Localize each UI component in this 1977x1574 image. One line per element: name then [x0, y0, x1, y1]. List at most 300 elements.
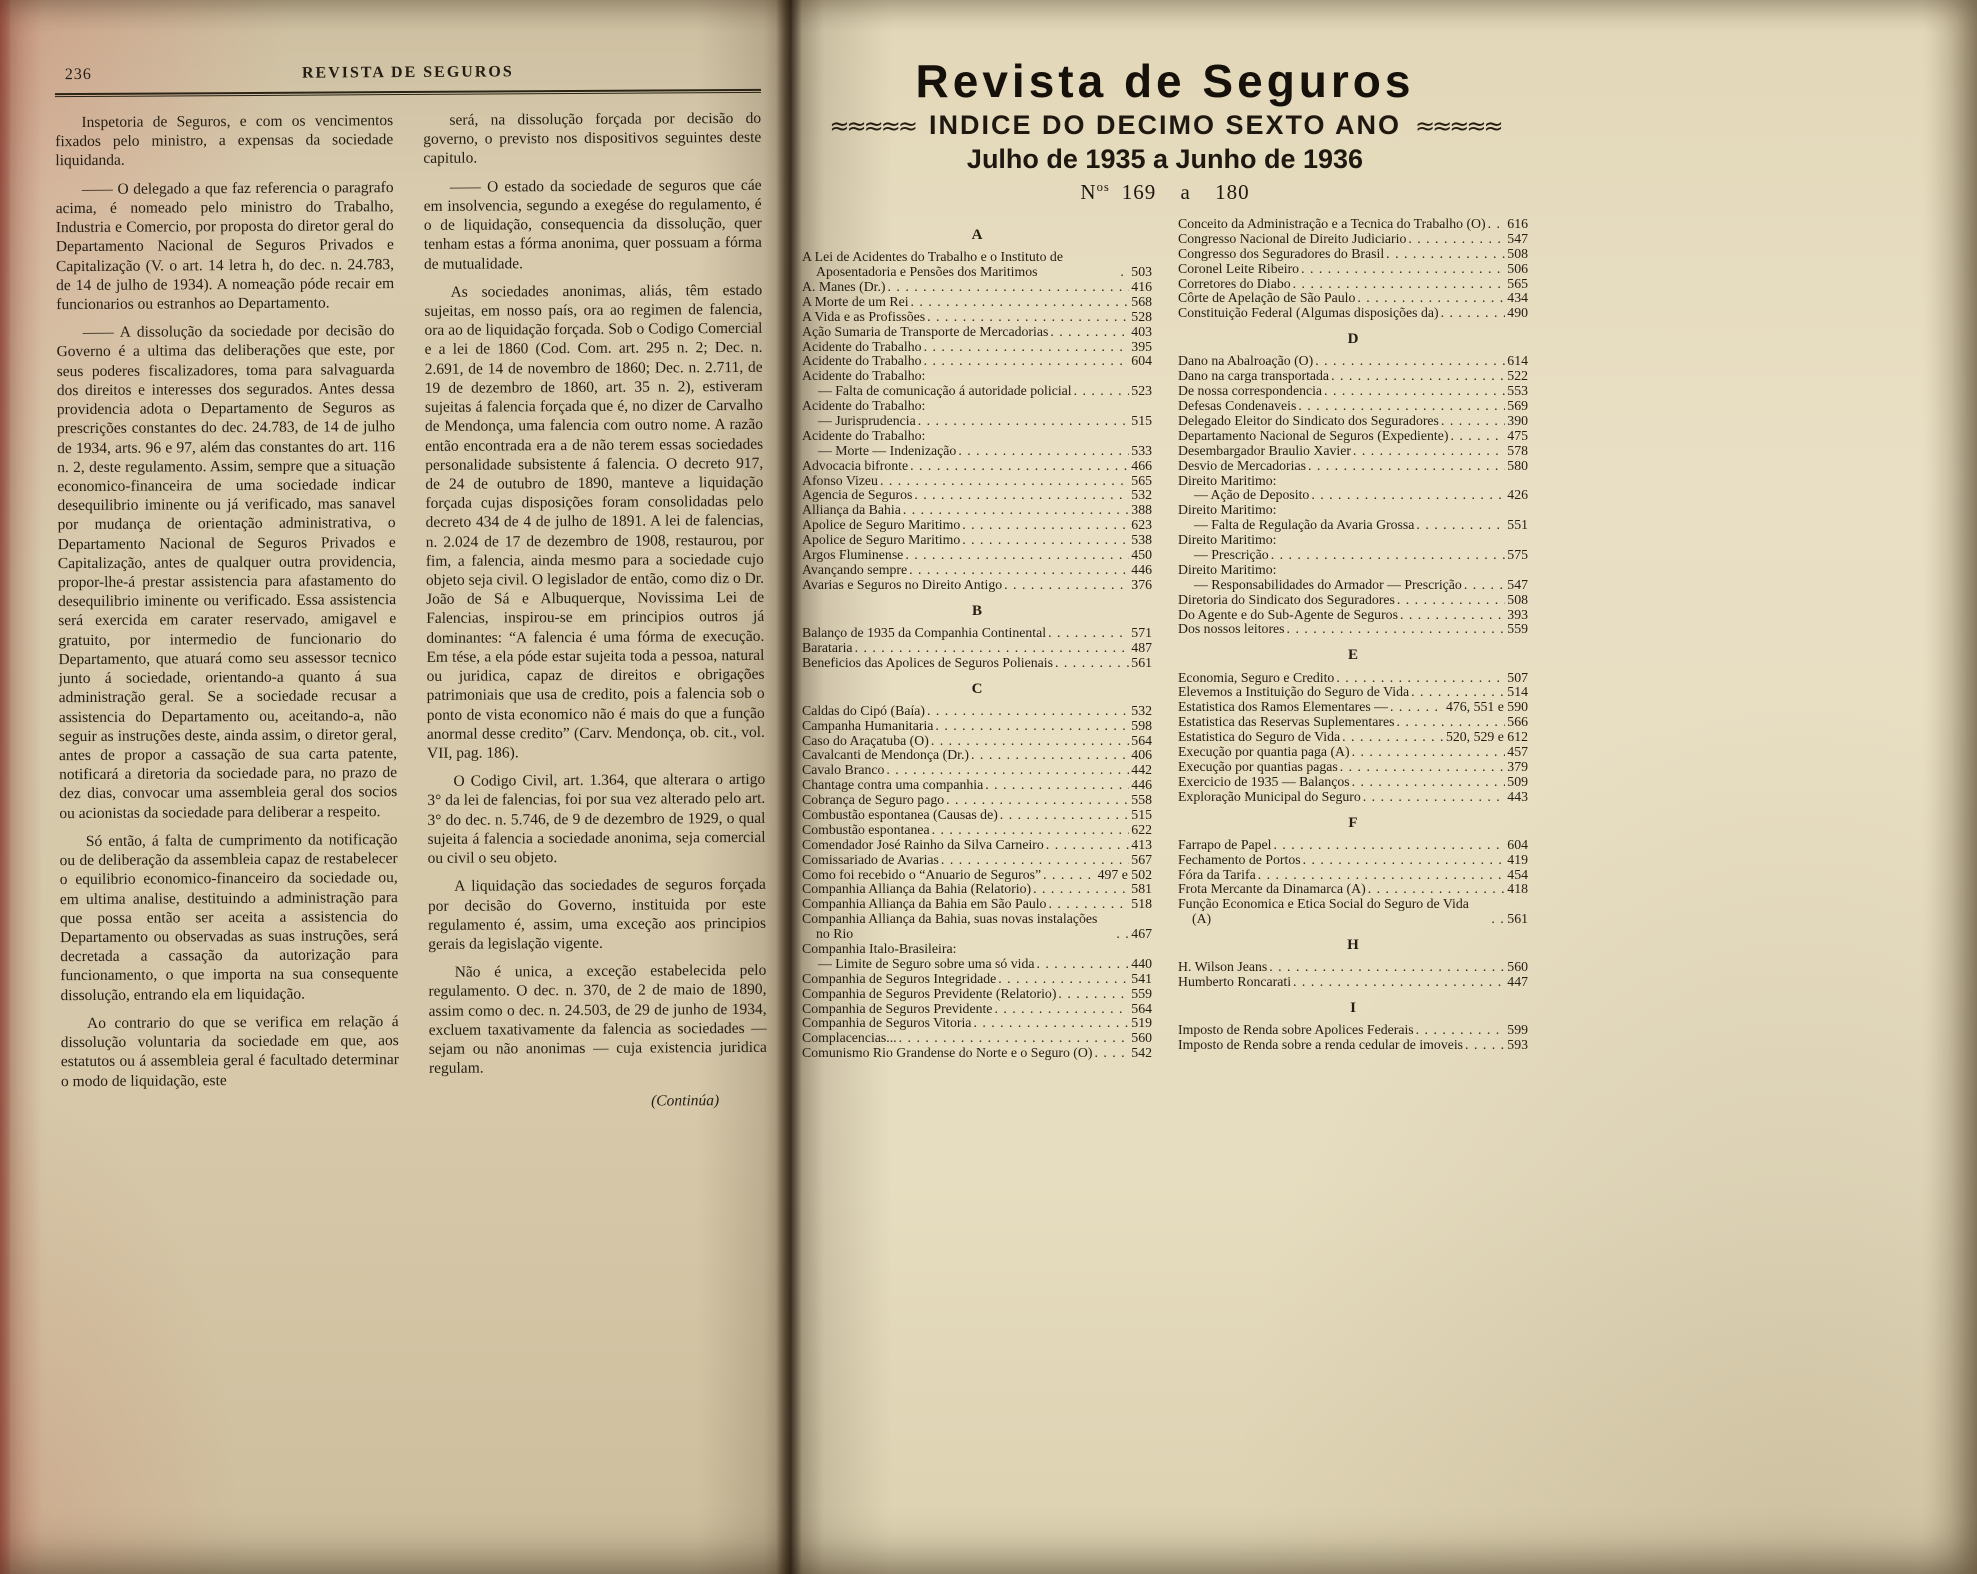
index-entry-page: 440	[1131, 955, 1152, 971]
right-page	[792, 0, 1977, 1574]
dot-leader	[958, 444, 1129, 459]
index-heading: INDICE DO DECIMO SEXTO ANO	[928, 110, 1402, 140]
index-entry	[1178, 277, 1528, 292]
index-entry-title: — Jurisprudencia	[818, 412, 916, 428]
index-entry-page: 457	[1507, 743, 1528, 759]
index-entry-page: 434	[1507, 290, 1528, 306]
index-entry-page: 551	[1507, 517, 1528, 533]
index-entry	[802, 704, 1152, 719]
index-entry-title: Barataria	[802, 639, 853, 655]
index-entry	[802, 868, 1152, 883]
index-entry	[802, 719, 1152, 734]
paragraph: O Codigo Civil, art. 1.364, que alterara o artigo 3° da lei de falencias, foi por sua vez alterado pelo art. 3° do dec. n. 5.746, de 9 de dezembro de 1929, o qual sujeita á falencia a sociedade anonima, seja comercial ou civil o seu objeto.	[427, 771, 766, 867]
index-entry-title: Execução por quantia paga (A)	[1178, 743, 1350, 759]
index-entry-page: 393	[1507, 606, 1528, 622]
index-entry-page: 561	[1507, 911, 1528, 927]
index-entry-title: Acidente do Trabalho	[802, 353, 922, 369]
index-entry-title: Combustão espontanea (Causas de)	[802, 806, 998, 822]
index-heading-row	[802, 110, 1528, 141]
paragraph: Só então, á falta de cumprimento da notificação ou de deliberação da assembleia capaz de restabelecer o equilibrio economico-financeiro da sociedade ou, em ultima analise, destituindo a administração para que possa então ser aceita a assistencia do Departamento ou observadas as suas instruções, será decretada a cassação da autorização para funcionamento, o que importa na sua consequente dissolução, entrando ela em liquidação.	[59, 830, 399, 1004]
index-entry-title: Companhia de Seguros Integridade	[802, 970, 997, 986]
dot-leader	[1491, 912, 1505, 927]
dot-leader	[1303, 853, 1506, 868]
index-entry-page: 519	[1131, 1015, 1152, 1031]
index-entry-page: 616	[1507, 216, 1528, 231]
paragraph: A liquidação das sociedades de seguros forçada por decisão do Governo, instituida por este regulamento é, assim, uma exceção aos principios gerais da legislação vigente.	[427, 876, 767, 953]
index-entry-title: Companhia Alliança da Bahia (Relatorio)	[802, 881, 1032, 897]
index-entry-title: Campanha Humanitaria	[802, 717, 934, 733]
index-entry-title: Função Economica e Etica Social do Seguro de Vida (A)	[1178, 896, 1469, 927]
index-entry	[1178, 838, 1528, 853]
index-section-letter: H	[1347, 937, 1359, 954]
index-entry-title: Afonso Vizeu	[802, 472, 878, 488]
index-entry-title: Advocacia bifronte	[802, 457, 909, 473]
index-column-1	[802, 217, 1152, 1061]
index-entry	[802, 548, 1152, 563]
dot-leader	[1464, 578, 1505, 593]
index-entry	[1178, 247, 1528, 262]
dot-leader	[1386, 247, 1505, 262]
dot-leader	[1050, 325, 1129, 340]
index-entry	[802, 734, 1152, 749]
index-entry-title: Execução por quantias pagas	[1178, 758, 1338, 774]
index-entry-page: 547	[1507, 230, 1528, 246]
index-entry-title: Corretores do Diabo	[1178, 275, 1291, 291]
index-entry-title: Acidente do Trabalho:	[802, 368, 926, 384]
index-entry-title: Fechamento de Portos	[1178, 851, 1301, 867]
index-entry	[1178, 790, 1528, 805]
index-entry-title: Coronel Leite Ribeiro	[1178, 260, 1300, 276]
index-entry	[1178, 715, 1528, 730]
dot-leader	[888, 280, 1130, 295]
dot-leader	[1340, 760, 1506, 775]
index-entry-title: Congresso dos Seguradores do Brasil	[1178, 245, 1385, 261]
index-entry	[802, 942, 1152, 957]
index-entry-title: Acidente do Trabalho:	[802, 398, 926, 414]
index-section-letter: A	[971, 227, 983, 243]
index-entry-title: Avarias e Seguros no Direito Antigo	[802, 576, 1003, 592]
index-entry-title: Delegado Eleitor do Sindicato dos Seguradores	[1178, 412, 1439, 428]
index-entry-title: — Limite de Seguro sobre uma só vida	[818, 955, 1035, 971]
index-entry-title: Diretoria do Sindicato dos Seguradores	[1178, 591, 1395, 607]
index-entry	[1178, 745, 1528, 760]
index-entry-page: 442	[1131, 762, 1152, 778]
index-entry-page: 447	[1507, 974, 1528, 990]
paragraph: As sociedades anonimas, aliás, têm estado sujeitas, em nosso país, ora ao regimen de falencia, ora ao de liquidação forçada. Sob o Codigo Comercial e a lei de 1860 (Cod. Com. art. 295 n. 2; Dec. n. 2.691, de 14 de novembro de 1860; Dec. n. 2.711, de 19 de dezembro de 1860, art. 35 n. 2), estiveram sujeitas á falencia forçada que é, no dizer de Carvalho de Mendonça, uma falencia com outro nome. A razão então encontrada era a de não terem essas sociedades personalidade subsistente á falencia. O decreto 917, de 24 de outubro de 1890, manteve a liquidação forçada cujas disposições foram consolidadas pelo decreto 434 de 4 de julho de 1891. A lei de falencias, n. 2.024 de 17 de dezembro de 1908, restaurou, por fim, a falencia, ainda mesmo para a sociedade cujo objeto seja civil. O legislador de então, como diz o Dr. João de Sá e Albuquerque, Novissima Lei de Falencias, inspirou-se em principios outros já dominantes: “A falencia é uma fórma de execução. Em tése, a ela póde estar sujeita toda a pessoa, natural ou juridica, capaz de direitos e obrigações patrimoniais que usa de credito, pois a falencia sob o ponto de vista economico não é mais do que a função anormal desse credito” (Carv. Mendonça, ob. cit., vol. VII, pag. 186).	[424, 281, 765, 762]
dot-leader	[911, 295, 1130, 310]
index-entry-page: 403	[1131, 323, 1152, 339]
index-entry-page: 507	[1507, 669, 1528, 685]
index-entry-page: 503	[1131, 264, 1152, 280]
index-entry-title: — Ação de Deposito	[1194, 487, 1310, 503]
continuation-note: (Continúa)	[651, 1091, 720, 1110]
dot-leader	[1416, 518, 1505, 533]
index-entry	[1178, 563, 1528, 578]
index-entry	[1178, 429, 1528, 444]
index-entry-title: Acidente do Trabalho:	[802, 427, 926, 443]
index-entry-title: De nossa correspondencia	[1178, 383, 1323, 399]
index-entry-page: 581	[1131, 881, 1152, 897]
paragraph: —— O estado da sociedade de seguros que cáe em insolvencia, segundo a exegése do regulamento, é o de liquidação, consequencia da dissolução, quer tenham estas a fórma anonima, quer possuam a fórma de mutualidade.	[423, 176, 762, 273]
index-entry-page: 569	[1507, 398, 1528, 414]
issue-range-prefix: N	[1080, 180, 1097, 204]
dot-leader	[918, 414, 1130, 429]
index-entry-page: 571	[1131, 624, 1152, 640]
dot-leader	[973, 1016, 1129, 1031]
dot-leader	[1293, 277, 1506, 292]
index-entry-title: Combustão espontanea	[802, 821, 930, 837]
index-entry-page: 599	[1507, 1022, 1528, 1038]
issue-range-numbers: 169 a 180	[1121, 180, 1250, 204]
index-entry-title: Caso do Araçatuba (O)	[802, 732, 929, 748]
index-entry-page: 514	[1507, 684, 1528, 700]
dot-leader	[998, 972, 1129, 987]
left-text-column	[55, 111, 399, 1114]
index-entry-page: 376	[1131, 576, 1152, 592]
index-entry-title: — Prescrição	[1194, 547, 1269, 562]
index-entry	[802, 763, 1152, 778]
dot-leader	[931, 734, 1129, 749]
index-entry	[802, 838, 1152, 853]
index-section-letter: C	[971, 680, 983, 697]
index-entry-page: 509	[1507, 773, 1528, 789]
dot-leader	[1293, 975, 1505, 990]
index-entry	[802, 793, 1152, 808]
index-entry-title: Economia, Seguro e Credito	[1178, 669, 1335, 685]
index-entry	[1178, 474, 1528, 489]
index-entry-page: 622	[1131, 821, 1152, 837]
dot-leader	[946, 793, 1129, 808]
index-entry-page: 561	[1131, 654, 1152, 670]
index-entry	[802, 444, 1152, 459]
index-entry-title: A. Manes (Dr.)	[802, 278, 886, 294]
index-entry	[1178, 1038, 1528, 1053]
index-entry-title: Departamento Nacional de Seguros (Expediente)	[1178, 427, 1449, 443]
dot-leader	[1048, 626, 1129, 641]
dot-leader	[1298, 399, 1505, 414]
dot-leader	[1397, 593, 1505, 608]
index-entry	[802, 626, 1152, 641]
index-entry-page: 560	[1507, 959, 1528, 975]
index-entry	[802, 778, 1152, 793]
index-entry-title: Estatistica dos Ramos Elementares —	[1178, 699, 1388, 715]
index-entry	[802, 459, 1152, 474]
index-entry-page: 515	[1131, 806, 1152, 822]
book-gutter	[776, 0, 802, 1574]
index-columns	[802, 217, 1528, 1061]
left-page-content	[55, 62, 767, 1114]
index-entry-title: Cobrança de Seguro pago	[802, 792, 945, 808]
index-entry-page: 565	[1131, 472, 1152, 488]
index-entry-page: 575	[1507, 547, 1528, 562]
index-entry-title: Companhia Italo-Brasileira:	[802, 940, 957, 956]
index-entry	[802, 503, 1152, 518]
index-entry-page: 547	[1507, 576, 1528, 592]
paragraph: —— A dissolução da sociedade por decisão do Governo é a ultima das deliberações que este, por seus poderes fiscalizadores, toma para salvaguarda dos direitos e interesses dos segurados. Antes dessa providencia adota o Departamento de Seguros as prescrições constantes do dec. 24.783, de 14 de julho de 1934, arts. 96 e 97, além das constantes do art. 116 n. 2, deste regulamento. Assim, sempre que a situação economico-financeira de uma sociedade indicar desequilibrio iminente ou já verificado, mas sanavel por mudança de orientação administrativa, o Departamento Nacional de Seguros Privados e Capitalização, antes de qualquer outra providencia, propor-lhe-á prestar assistencia para afastamento do desequilibrio iminente ou verificado. Essa assistencia será exercida em carater reservado, amigavel e gratuito, por intermedio de funcionario do Departamento, que atuará como seu assessor tecnico junto á sociedade, orientando-a quanto á sua administração geral. Se a sociedade recusar a assistencia do Departamento ou, aceitando-a, não seguir as instruções deste, ainda assim, o diretor geral, antes de propor a cassação de sua carta patente, notificará a diretoria da sociedade para, no prazo de dez dias, convocar uma assembleia geral dos socios ou acionistas da sociedade para deliberar a respeito.	[56, 322, 398, 822]
index-entry	[1178, 262, 1528, 277]
index-entry-page: 466	[1131, 457, 1152, 473]
index-entry-title: Cavalo Branco	[802, 762, 885, 778]
dot-leader	[927, 704, 1129, 719]
index-entry	[802, 518, 1152, 533]
index-entry-title: Comunismo Rio Grandense do Norte e o Seguro (O)	[802, 1045, 1093, 1061]
index-entry-title: Exploração Municipal do Seguro	[1178, 788, 1361, 804]
dot-leader	[1363, 790, 1506, 805]
dot-leader	[1055, 656, 1129, 671]
index-entry-title: Desembargador Braulio Xavier	[1178, 442, 1351, 458]
index-entry-page: 558	[1131, 792, 1152, 808]
dot-leader	[1301, 262, 1505, 277]
index-entry-title: Exercicio de 1935 — Balanços	[1178, 773, 1350, 789]
index-entry	[1178, 593, 1528, 608]
index-entry-page: 416	[1131, 278, 1152, 294]
dot-leader	[1000, 808, 1130, 823]
dot-leader	[1116, 927, 1129, 942]
index-entry	[802, 808, 1152, 823]
index-entry-title: H. Wilson Jeans	[1178, 959, 1268, 975]
issue-range-superscript: os	[1096, 180, 1110, 194]
dot-leader	[927, 310, 1129, 325]
index-entry-title: Dano na Abalroação (O)	[1178, 353, 1314, 369]
index-entry	[802, 295, 1152, 310]
dot-leader	[1331, 369, 1505, 384]
index-entry-page: 518	[1131, 896, 1152, 912]
index-entry-page: 395	[1131, 338, 1152, 354]
index-column-2	[1178, 217, 1528, 1061]
dot-leader	[1046, 838, 1130, 853]
index-entry-title: Imposto de Renda sobre Apolices Federais	[1178, 1022, 1414, 1038]
index-entry-title: Agencia de Seguros	[802, 487, 913, 503]
index-entry-title: Humberto Roncarati	[1178, 974, 1292, 990]
index-entry-page: 413	[1131, 836, 1152, 852]
index-entry-page: 388	[1131, 502, 1152, 518]
index-entry	[802, 987, 1152, 1002]
dot-leader	[962, 518, 1129, 533]
index-entry-title: — Morte — Indenização	[818, 442, 957, 458]
dot-leader	[1352, 745, 1506, 760]
index-entry-page: 443	[1507, 788, 1528, 804]
index-entry	[1178, 730, 1528, 745]
index-entry-page: 467	[1131, 926, 1152, 942]
index-entry-title: A Vida e as Profissões	[802, 308, 926, 324]
index-entry-title: Companhia Alliança da Bahia, suas novas instalações no Rio	[802, 911, 1098, 942]
index-entry-title: Direito Maritimo:	[1178, 561, 1277, 577]
index-entry-title: Congresso Nacional de Direito Judiciario	[1178, 230, 1407, 246]
index-entry-title: Frota Mercante da Dinamarca (A)	[1178, 881, 1366, 897]
index-entry-page: 532	[1131, 487, 1152, 503]
index-entry-title: Como foi recebido o “Anuario de Seguros”	[802, 866, 1042, 882]
index-entry-title: — Responsabilidades do Armador — Prescrição	[1194, 576, 1462, 592]
text-columns	[55, 109, 767, 1114]
index-entry-title: Companhia Alliança da Bahia em São Paulo	[802, 896, 1047, 912]
index-entry-page: 520, 529 e 612	[1445, 729, 1528, 745]
index-entry-page: 528	[1131, 308, 1152, 324]
dot-leader	[1258, 868, 1506, 883]
index-entry-title: Direito Maritimo:	[1178, 502, 1277, 518]
page-number: 236	[64, 65, 92, 84]
dot-leader	[994, 1002, 1129, 1017]
index-entry-title: Avançando sempre	[802, 561, 908, 577]
dot-leader	[1033, 882, 1129, 897]
index-entry	[1178, 444, 1528, 459]
index-entry	[802, 1031, 1152, 1046]
index-entry-title: Elevemos a Instituição do Seguro de Vida	[1178, 684, 1410, 700]
index-entry	[802, 1046, 1152, 1061]
dot-leader	[899, 1031, 1130, 1046]
index-section-letter: I	[1350, 1000, 1356, 1017]
index-section-letter: F	[1348, 814, 1358, 831]
index-entry-page: 564	[1131, 732, 1152, 748]
dot-leader	[924, 340, 1130, 355]
dot-leader	[962, 533, 1129, 548]
dot-leader	[924, 354, 1130, 369]
index-entry-page: 564	[1131, 1000, 1152, 1016]
index-entry	[802, 823, 1152, 838]
index-entry-page: 541	[1131, 970, 1152, 986]
index-entry-title: Balanço de 1935 da Companhia Continental	[802, 624, 1047, 640]
squiggle-right-ornament: ≈≈≈≈≈	[1415, 111, 1501, 140]
paragraph: Não é unica, a exceção estabelecida pelo regulamento. O dec. n. 370, de 2 de maio de 1890, assim como o dec. n. 24.503, de 29 de junho de 1934, excluem taxativamente da falencia as sociedades — sejam ou não anonimas — cuja existencia juridica regulam.	[428, 962, 767, 1078]
squiggle-left-ornament: ≈≈≈≈≈	[829, 111, 915, 140]
index-entry	[1178, 217, 1528, 232]
dot-leader	[1488, 217, 1506, 232]
dot-leader	[1357, 291, 1505, 306]
index-entry-title: Caldas do Cipó (Baía)	[802, 702, 925, 718]
dot-leader	[1287, 622, 1506, 637]
index-entry-page: 560	[1131, 1030, 1152, 1046]
dot-leader	[909, 563, 1129, 578]
dot-leader	[914, 488, 1129, 503]
dot-leader	[1120, 265, 1129, 280]
index-entry	[1178, 399, 1528, 414]
index-entry-page: 390	[1507, 412, 1528, 428]
index-entry	[1178, 578, 1528, 593]
right-text-column	[423, 109, 767, 1112]
index-entry	[802, 384, 1152, 399]
running-title: REVISTA DE SEGUROS	[301, 63, 514, 82]
index-entry-page: 532	[1131, 702, 1152, 718]
index-entry	[1178, 518, 1528, 533]
index-entry-page: 497 e 502	[1097, 866, 1152, 882]
index-entry-title: Farrapo de Papel	[1178, 836, 1272, 852]
index-entry-page: 614	[1507, 353, 1528, 369]
dot-leader	[1324, 384, 1505, 399]
index-entry	[802, 563, 1152, 578]
index-entry-title: Imposto de Renda sobre a renda cedular de imoveis	[1178, 1037, 1464, 1053]
index-entry	[1178, 853, 1528, 868]
index-entry	[1178, 414, 1528, 429]
dot-leader	[855, 641, 1130, 656]
index-entry	[1178, 882, 1528, 897]
dot-leader	[1353, 444, 1505, 459]
red-cover-edge	[0, 0, 10, 1574]
index-entry-page: 419	[1507, 851, 1528, 867]
paragraph: —— O delegado a que faz referencia o paragrafo acima, é nomeado pelo ministro do Trabalho, Industria e Comercio, por proposta do diretor geral do Departamento Nacional de Seguros Privados e Capitalização (V. o art. 14 letra h, do dec. n. 24.783, de 14 de julho de 1934). A nomeação póde recair em funcionarios ou estranhos ao Departamento.	[55, 178, 395, 314]
dot-leader	[1416, 1023, 1506, 1038]
index-entry	[1178, 369, 1528, 384]
index-entry-title: Desvio de Mercadorias	[1178, 457, 1306, 473]
index-entry	[1178, 775, 1528, 790]
index-entry-page: 446	[1131, 561, 1152, 577]
index-entry-page: 565	[1507, 275, 1528, 291]
index-entry	[802, 369, 1152, 384]
dot-leader	[1269, 960, 1505, 975]
dot-leader	[880, 474, 1129, 489]
index-entry	[802, 533, 1152, 548]
dot-leader	[1311, 488, 1505, 503]
index-entry	[802, 354, 1152, 369]
index-entry	[1178, 384, 1528, 399]
index-entry	[1178, 868, 1528, 883]
index-entry-title: A Lei de Acidentes do Trabalho e o Instituto de Aposentadoria e Pensões dos Maritimos	[802, 249, 1063, 280]
index-entry-title: Argos Fluminense	[802, 547, 904, 562]
index-entry	[802, 853, 1152, 868]
dot-leader	[1390, 700, 1444, 715]
index-entry-page: 506	[1507, 260, 1528, 276]
index-entry	[1178, 760, 1528, 775]
index-entry-page: 487	[1131, 639, 1152, 655]
index-entry	[802, 748, 1152, 763]
index-entry-title: Direito Maritimo:	[1178, 472, 1277, 488]
dot-leader	[1465, 1038, 1505, 1053]
issue-range	[802, 180, 1528, 205]
index-entry-title: Dano na carga transportada	[1178, 368, 1330, 384]
index-entry-page: 623	[1131, 517, 1152, 533]
index-entry	[1178, 622, 1528, 637]
index-entry	[1178, 685, 1528, 700]
index-entry	[1178, 608, 1528, 623]
paragraph: será, na dissolução forçada por decisão do governo, o previsto nos dispositivos seguintes deste capitulo.	[423, 109, 762, 168]
dot-leader	[1408, 232, 1505, 247]
header-rule	[55, 89, 761, 97]
index-entry	[802, 972, 1152, 987]
index-entry-title: Acidente do Trabalho	[802, 338, 922, 354]
dot-leader	[1271, 548, 1506, 563]
index-entry	[802, 578, 1152, 593]
index-entry-title: Apolice de Seguro Maritimo	[802, 532, 961, 548]
index-entry-title: Comendador José Rainho da Silva Carneiro	[802, 836, 1044, 852]
index-page-content	[802, 54, 1528, 1061]
index-period: Julho de 1935 a Junho de 1936	[966, 144, 1364, 174]
index-entry-page: 418	[1507, 881, 1528, 897]
dot-leader	[935, 719, 1129, 734]
index-entry-title: Comissariado de Avarias	[802, 851, 939, 867]
dot-leader	[941, 853, 1129, 868]
index-entry-title: Direito Maritimo:	[1178, 532, 1277, 548]
index-entry-title: Estatistica das Reservas Suplementares	[1178, 714, 1395, 730]
index-entry-title: A Morte de um Rei	[802, 293, 909, 309]
index-entry-title: Chantage contra uma companhia	[802, 777, 984, 793]
index-entry	[802, 280, 1152, 295]
magazine-title: Revista de Seguros	[915, 55, 1415, 107]
index-entry	[802, 474, 1152, 489]
left-page	[0, 0, 792, 1574]
index-entry	[802, 656, 1152, 671]
dot-leader	[1094, 1046, 1129, 1061]
index-entry	[802, 897, 1152, 912]
index-entry	[1178, 354, 1528, 369]
index-entry-page: 379	[1507, 758, 1528, 774]
index-section-letter: B	[971, 602, 982, 619]
dot-leader	[1315, 354, 1505, 369]
index-entry-page: 559	[1507, 621, 1528, 637]
index-entry-title: Companhia de Seguros Previdente (Relatorio)	[802, 985, 1057, 1001]
index-entry-page: 542	[1131, 1045, 1152, 1061]
index-entry-page: 522	[1507, 368, 1528, 384]
dot-leader	[1450, 429, 1505, 444]
dot-leader	[1352, 775, 1506, 790]
index-entry-title: Ação Sumaria de Transporte de Mercadorias	[802, 323, 1049, 339]
